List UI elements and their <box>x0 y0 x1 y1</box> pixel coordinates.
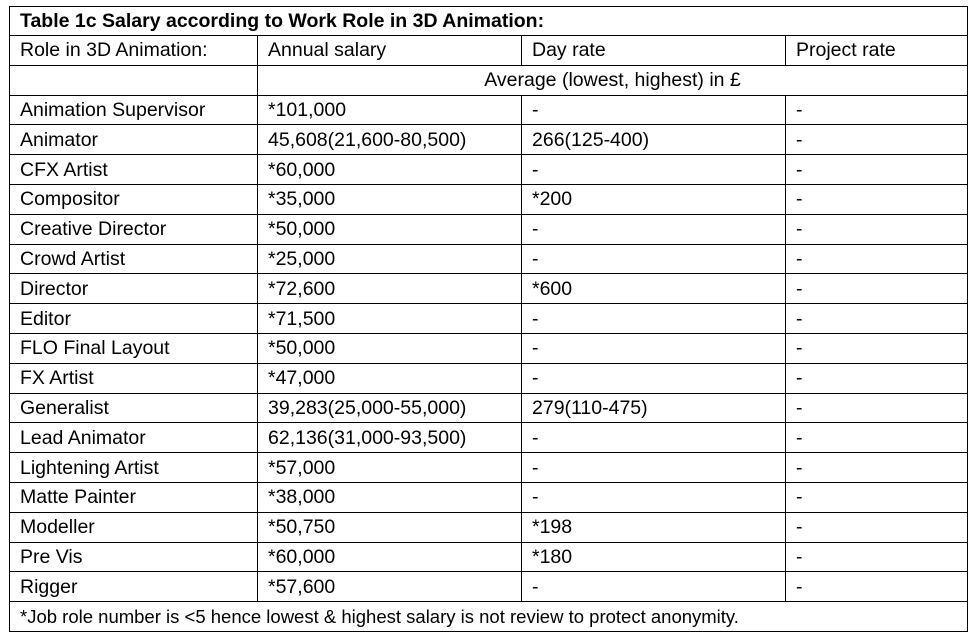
table-row <box>10 184 968 214</box>
table-footnote: *Job role number is <5 hence lowest & highest salary is not review to protect anonymity. <box>10 602 968 632</box>
cell-annual-salary: *71,500 <box>258 304 522 334</box>
cell-annual-salary: *60,000 <box>258 542 522 572</box>
cell-role: Matte Painter <box>10 482 258 512</box>
cell-role: Pre Vis <box>10 542 258 572</box>
cell-role: Crowd Artist <box>10 244 258 274</box>
cell-day-rate: *600 <box>522 274 786 304</box>
footnote-row <box>10 602 968 632</box>
cell-day-rate: - <box>522 423 786 453</box>
table-row <box>10 482 968 512</box>
table-row <box>10 572 968 602</box>
cell-role: FLO Final Layout <box>10 333 258 363</box>
cell-role: Animation Supervisor <box>10 95 258 125</box>
table-row <box>10 542 968 572</box>
cell-day-rate: *200 <box>522 184 786 214</box>
cell-annual-salary: 45,608(21,600-80,500) <box>258 125 522 155</box>
cell-role: Creative Director <box>10 214 258 244</box>
cell-role: Generalist <box>10 393 258 423</box>
table-row <box>10 333 968 363</box>
cell-annual-salary: *57,600 <box>258 572 522 602</box>
cell-role: CFX Artist <box>10 155 258 185</box>
table-row <box>10 363 968 393</box>
cell-project-rate: - <box>786 572 968 602</box>
cell-role: Lightening Artist <box>10 453 258 483</box>
table-row <box>10 95 968 125</box>
cell-role: Animator <box>10 125 258 155</box>
table-row <box>10 393 968 423</box>
cell-project-rate: - <box>786 453 968 483</box>
salary-table <box>9 6 968 632</box>
cell-day-rate: - <box>522 333 786 363</box>
cell-annual-salary: *35,000 <box>258 184 522 214</box>
cell-day-rate: - <box>522 482 786 512</box>
table-row <box>10 125 968 155</box>
cell-day-rate: - <box>522 453 786 483</box>
cell-role: Director <box>10 274 258 304</box>
cell-day-rate: *198 <box>522 512 786 542</box>
cell-annual-salary: *38,000 <box>258 482 522 512</box>
cell-annual-salary: *60,000 <box>258 155 522 185</box>
cell-annual-salary: *72,600 <box>258 274 522 304</box>
cell-role: Compositor <box>10 184 258 214</box>
salary-table-container <box>9 6 968 632</box>
cell-role: Lead Animator <box>10 423 258 453</box>
cell-day-rate: - <box>522 304 786 334</box>
cell-project-rate: - <box>786 304 968 334</box>
table-row <box>10 304 968 334</box>
cell-project-rate: - <box>786 274 968 304</box>
title-row <box>10 7 968 36</box>
cell-project-rate: - <box>786 244 968 274</box>
cell-role: Rigger <box>10 572 258 602</box>
cell-day-rate: 266(125-400) <box>522 125 786 155</box>
cell-day-rate: - <box>522 214 786 244</box>
cell-annual-salary: 39,283(25,000-55,000) <box>258 393 522 423</box>
cell-project-rate: - <box>786 363 968 393</box>
cell-role: FX Artist <box>10 363 258 393</box>
table-row <box>10 453 968 483</box>
cell-annual-salary: *101,000 <box>258 95 522 125</box>
unit-row <box>10 65 968 95</box>
cell-role: Editor <box>10 304 258 334</box>
unit-row-empty-cell <box>10 65 258 95</box>
cell-project-rate: - <box>786 512 968 542</box>
cell-annual-salary: *50,000 <box>258 333 522 363</box>
cell-day-rate: *180 <box>522 542 786 572</box>
cell-project-rate: - <box>786 184 968 214</box>
table-row <box>10 274 968 304</box>
header-annual-salary: Annual salary <box>258 36 522 66</box>
cell-annual-salary: *47,000 <box>258 363 522 393</box>
cell-project-rate: - <box>786 393 968 423</box>
table-row <box>10 423 968 453</box>
cell-project-rate: - <box>786 423 968 453</box>
table-row <box>10 244 968 274</box>
cell-annual-salary: *57,000 <box>258 453 522 483</box>
cell-day-rate: 279(110-475) <box>522 393 786 423</box>
table-title: Table 1c Salary according to Work Role in 3D Animation: <box>10 7 968 36</box>
cell-project-rate: - <box>786 333 968 363</box>
cell-day-rate: - <box>522 155 786 185</box>
cell-annual-salary: *25,000 <box>258 244 522 274</box>
cell-project-rate: - <box>786 482 968 512</box>
cell-annual-salary: 62,136(31,000-93,500) <box>258 423 522 453</box>
cell-project-rate: - <box>786 95 968 125</box>
table-row <box>10 512 968 542</box>
cell-annual-salary: *50,750 <box>258 512 522 542</box>
header-day-rate: Day rate <box>522 36 786 66</box>
cell-day-rate: - <box>522 363 786 393</box>
unit-note: Average (lowest, highest) in £ <box>258 65 968 95</box>
table-row <box>10 155 968 185</box>
cell-day-rate: - <box>522 244 786 274</box>
header-row <box>10 36 968 66</box>
cell-day-rate: - <box>522 95 786 125</box>
cell-annual-salary: *50,000 <box>258 214 522 244</box>
cell-day-rate: - <box>522 572 786 602</box>
cell-project-rate: - <box>786 542 968 572</box>
header-role: Role in 3D Animation: <box>10 36 258 66</box>
cell-project-rate: - <box>786 125 968 155</box>
cell-role: Modeller <box>10 512 258 542</box>
cell-project-rate: - <box>786 155 968 185</box>
table-row <box>10 214 968 244</box>
cell-project-rate: - <box>786 214 968 244</box>
header-project-rate: Project rate <box>786 36 968 66</box>
